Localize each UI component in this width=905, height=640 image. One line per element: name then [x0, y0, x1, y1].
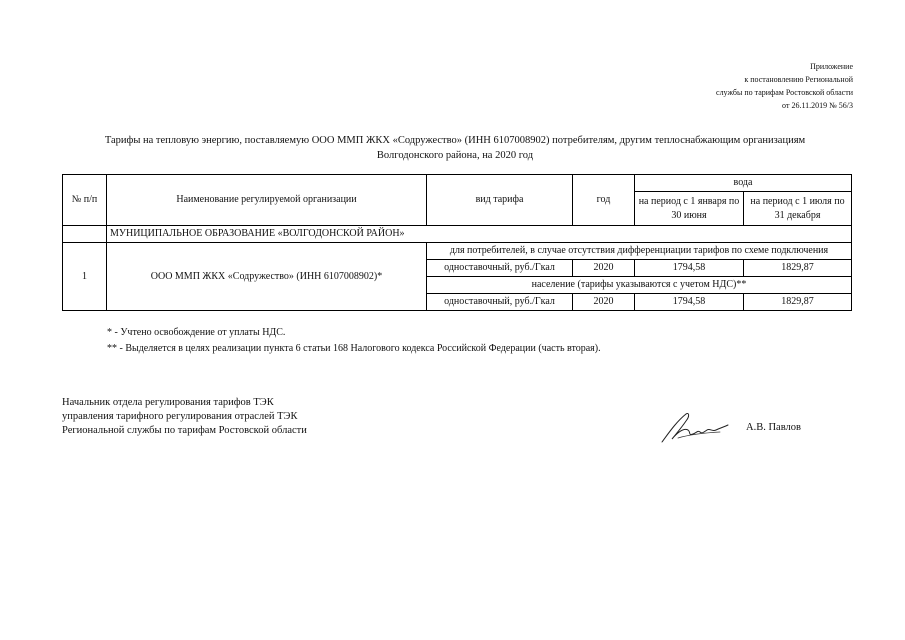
appendix-line: Приложение — [810, 62, 853, 71]
spacer-cell — [63, 226, 107, 243]
header-water: вода — [635, 175, 852, 192]
tariff-type-cell: одноставочный, руб./Гкал — [427, 294, 573, 311]
title-line-2: Волгодонского района, на 2020 год — [376, 150, 534, 161]
header-num: № п/п — [63, 175, 107, 226]
footnote-1: * - Учтено освобождение от уплаты НДС. — [107, 327, 286, 338]
signatory-block — [62, 396, 307, 438]
title-line-1: Тарифы на тепловую энергию, поставляемую ООО ММП ЖКХ «Содружество» (ИНН 6107008902) потребителям, другим теплоснабжающим организациям — [104, 135, 806, 146]
header-org: Наименование регулируемой организации — [107, 175, 427, 226]
group-population: население (тарифы указываются с учетом НДС)** — [427, 277, 852, 294]
signatory-line: Региональной службы по тарифам Ростовской области — [62, 425, 307, 436]
price-period-2: 1829,87 — [744, 294, 852, 311]
header-tariff-type: вид тарифа — [427, 175, 573, 226]
appendix-line: службы по тарифам Ростовской области — [716, 88, 853, 97]
year-cell: 2020 — [573, 294, 635, 311]
row-org: ООО ММП ЖКХ «Содружество» (ИНН 6107008902)* — [107, 243, 427, 311]
municipality-row: МУНИЦИПАЛЬНОЕ ОБРАЗОВАНИЕ «ВОЛГОДОНСКОЙ РАЙОН» — [107, 226, 852, 243]
row-num: 1 — [63, 243, 107, 311]
tariff-table — [62, 174, 852, 311]
header-period-1: на период с 1 января по 30 июня — [635, 192, 744, 226]
group-consumers: для потребителей, в случае отсутствия дифференциации тарифов по схеме подключения — [427, 243, 852, 260]
footnotes — [107, 325, 601, 357]
appendix-line: к постановлению Региональной — [744, 75, 853, 84]
header-period-2: на период с 1 июля по 31 декабря — [744, 192, 852, 226]
price-period-2: 1829,87 — [744, 260, 852, 277]
price-period-1: 1794,58 — [635, 294, 744, 311]
price-period-1: 1794,58 — [635, 260, 744, 277]
appendix-line: от 26.11.2019 № 56/3 — [782, 101, 853, 110]
signatory-line: управления тарифного регулирования отраслей ТЭК — [62, 411, 298, 422]
year-cell: 2020 — [573, 260, 635, 277]
document-title — [60, 133, 850, 163]
signatory-name: А.В. Павлов — [746, 422, 801, 433]
appendix-block — [553, 60, 853, 112]
tariff-type-cell: одноставочный, руб./Гкал — [427, 260, 573, 277]
header-year: год — [573, 175, 635, 226]
signatory-line: Начальник отдела регулирования тарифов ТЭК — [62, 397, 274, 408]
footnote-2: ** - Выделяется в целях реализации пункта 6 статьи 168 Налогового кодекса Российской Федерации (часть вторая). — [107, 343, 601, 354]
handwritten-signature — [658, 408, 730, 446]
